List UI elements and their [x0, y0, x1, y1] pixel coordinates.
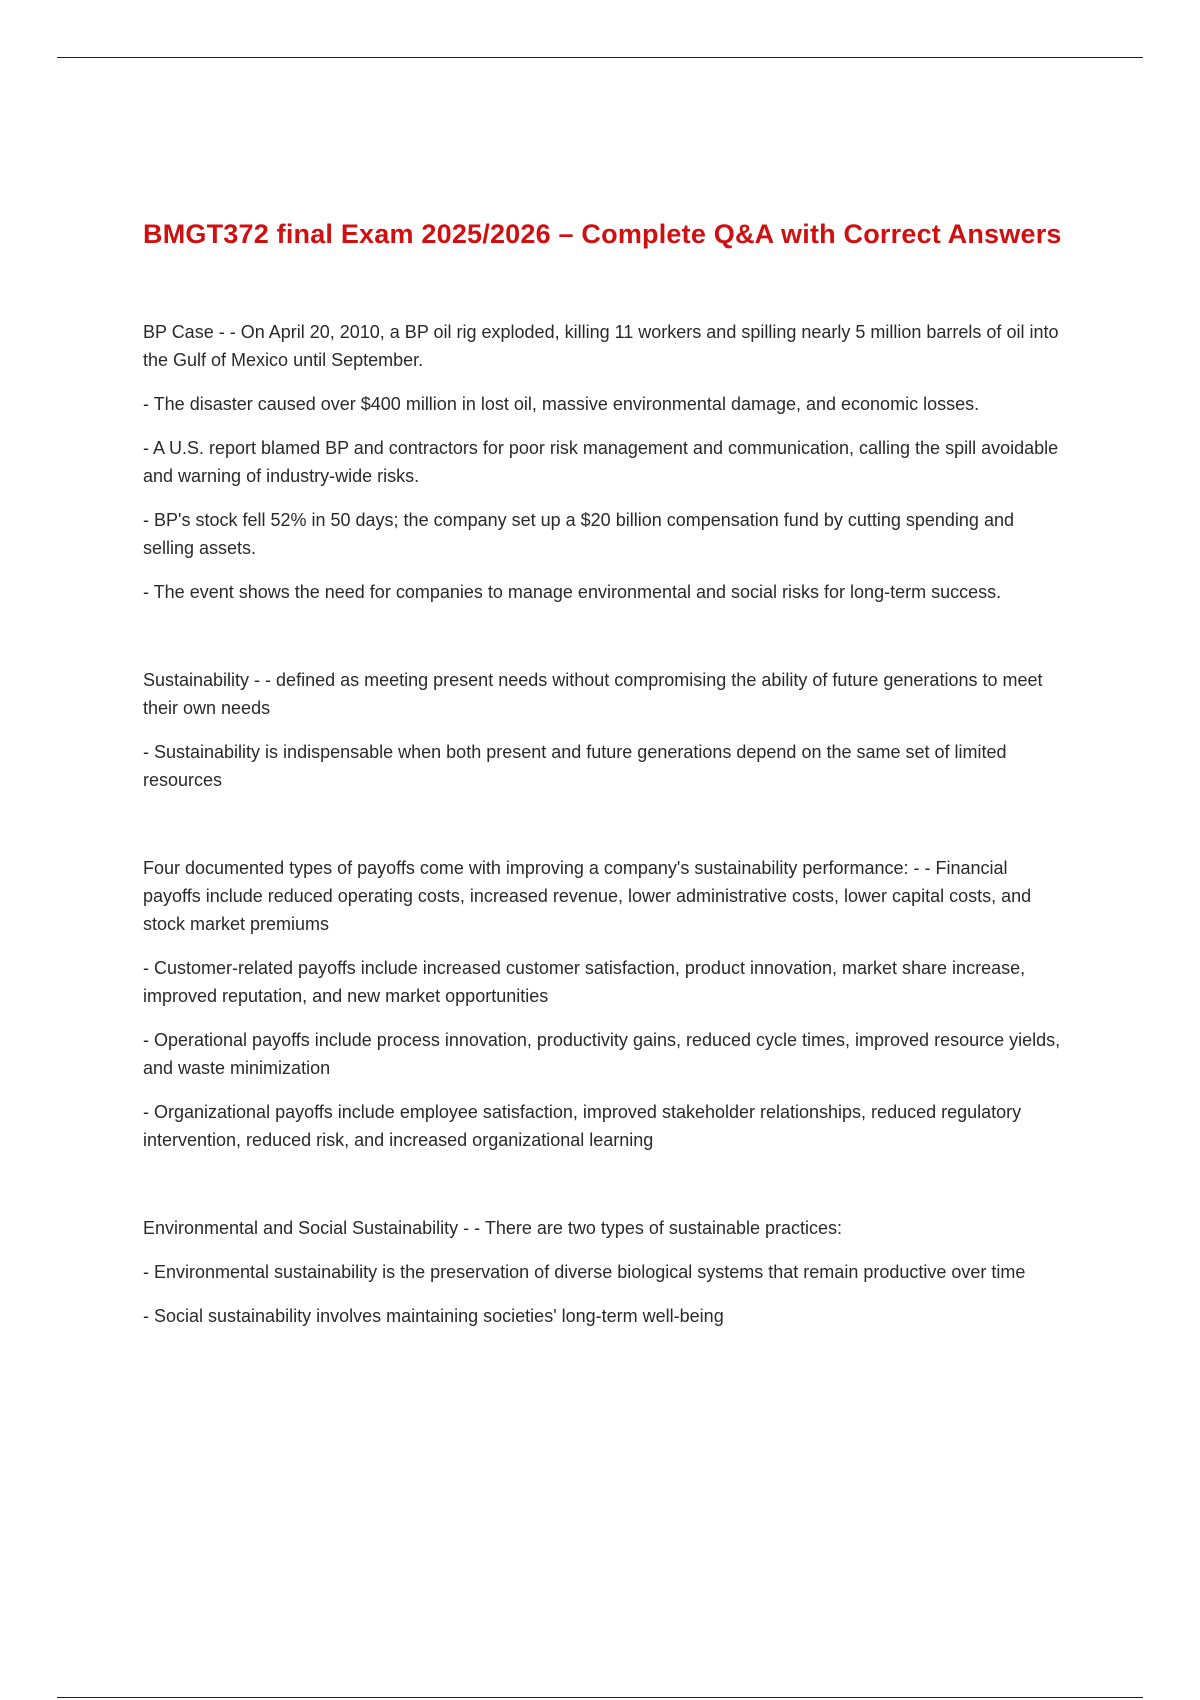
section-env-social [143, 1214, 1063, 1330]
paragraph: Environmental and Social Sustainability - - There are two types of sustainable practices: [143, 1218, 843, 1238]
document-body [143, 215, 1063, 1390]
paragraph: Four documented types of payoffs come with improving a company's sustainability performance: - - Financial payoffs include reduced operating costs, increased revenue, lower administrative costs, lower capital costs, and stock market premiums [143, 858, 1032, 934]
paragraph: - Organizational payoffs include employee satisfaction, improved stakeholder relationships, reduced regulatory intervention, reduced risk, and increased organizational learning [143, 1102, 1022, 1150]
document-title: BMGT372 final Exam 2025/2026 – Complete Q&A with Correct Answers [143, 219, 1062, 249]
paragraph: - Operational payoffs include process innovation, productivity gains, reduced cycle times, improved resource yields, and waste minimization [143, 1030, 1061, 1078]
paragraph: - A U.S. report blamed BP and contractors for poor risk management and communication, calling the spill avoidable and warning of industry-wide risks. [143, 438, 1059, 486]
paragraph: - The event shows the need for companies to manage environmental and social risks for long-term success. [143, 582, 1002, 602]
section-payoffs [143, 854, 1063, 1154]
paragraph: - Sustainability is indispensable when both present and future generations depend on the same set of limited resources [143, 742, 1007, 790]
section-bp-case [143, 318, 1063, 606]
paragraph: Sustainability - - defined as meeting present needs without compromising the ability of future generations to meet their own needs [143, 670, 1043, 718]
paragraph: - The disaster caused over $400 million in lost oil, massive environmental damage, and economic losses. [143, 394, 980, 414]
paragraph: BP Case - - On April 20, 2010, a BP oil rig exploded, killing 11 workers and spilling nearly 5 million barrels of oil into the Gulf of Mexico until September. [143, 322, 1059, 370]
paragraph: - Customer-related payoffs include increased customer satisfaction, product innovation, market share increase, improved reputation, and new market opportunities [143, 958, 1026, 1006]
paragraph: - BP's stock fell 52% in 50 days; the company set up a $20 billion compensation fund by cutting spending and selling assets. [143, 510, 1014, 558]
paragraph: - Environmental sustainability is the preservation of diverse biological systems that remain productive over time [143, 1262, 1026, 1282]
section-sustainability [143, 666, 1063, 794]
paragraph: - Social sustainability involves maintaining societies' long-term well-being [143, 1306, 724, 1326]
top-rule [57, 57, 1143, 58]
bottom-rule [57, 1697, 1143, 1698]
